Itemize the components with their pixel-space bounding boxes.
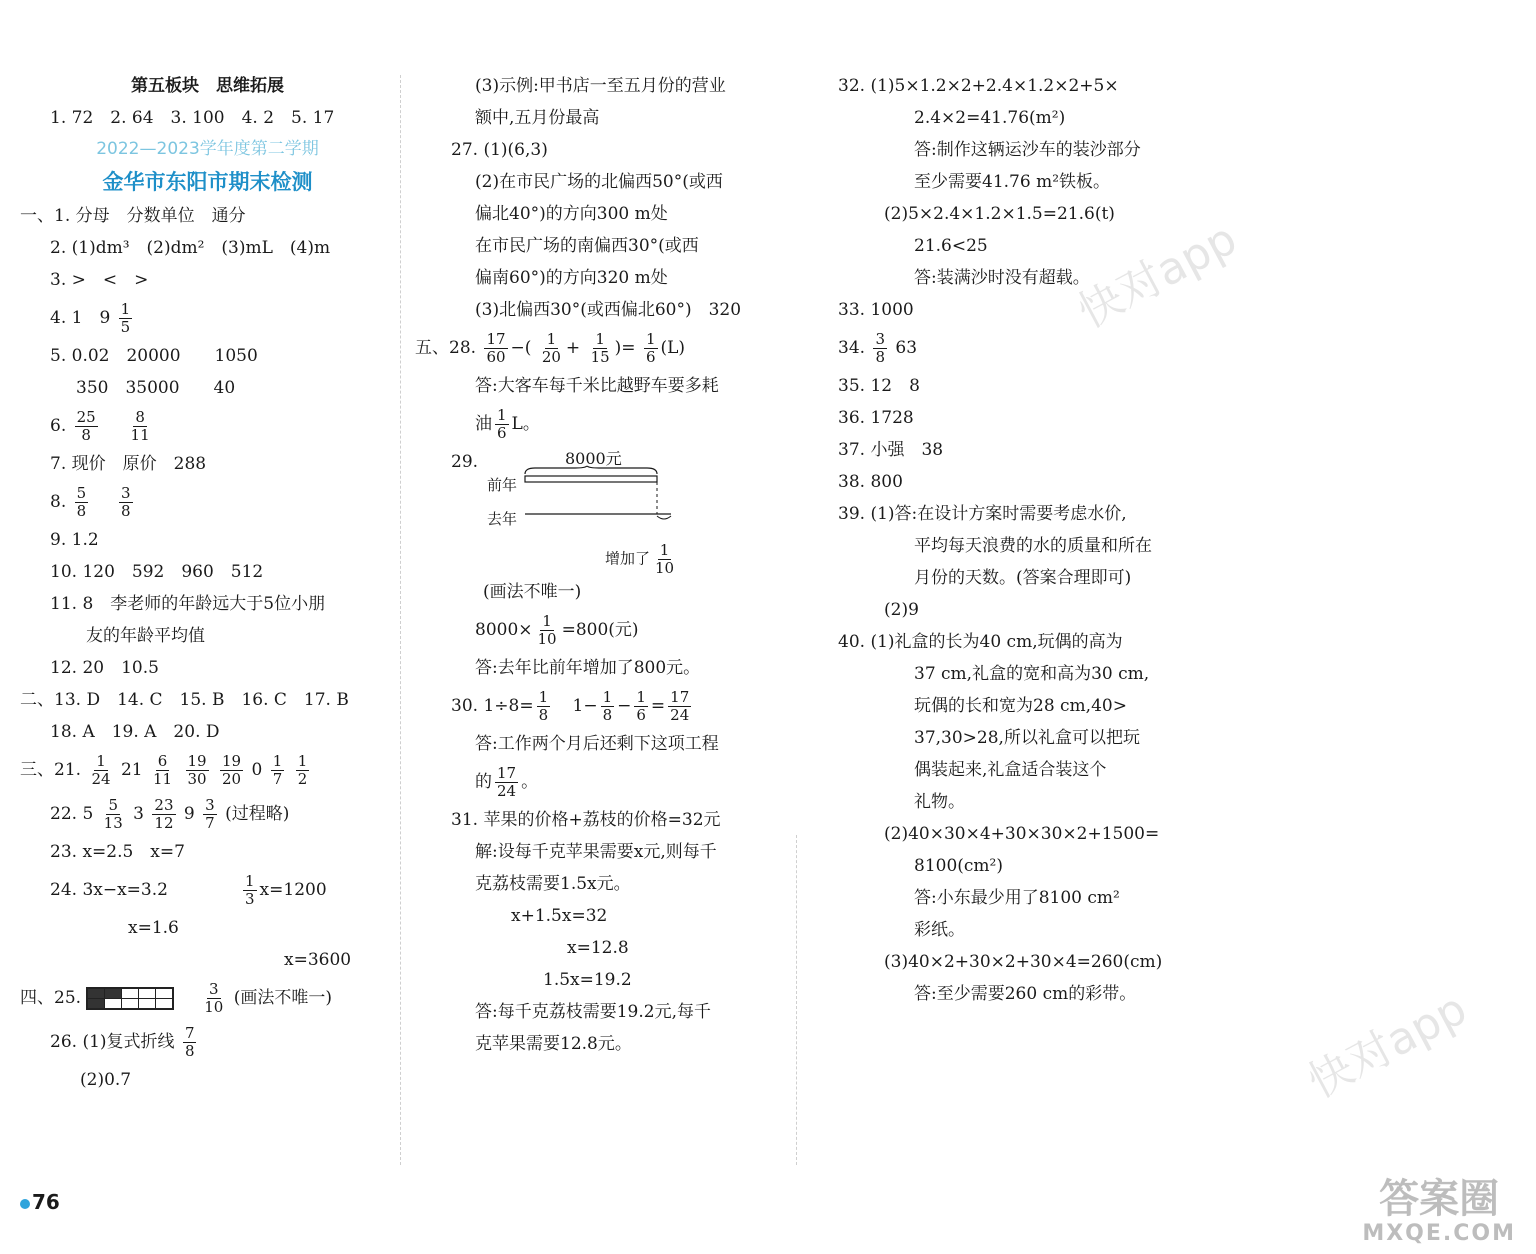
answer-line: 36. 1728 xyxy=(838,408,914,428)
page-dot-icon xyxy=(20,1199,30,1209)
answer-line: 礼物。 xyxy=(914,792,965,812)
answer-line: 23. x=2.5 x=7 xyxy=(50,842,185,862)
answer-line: 39. (1)答:在设计方案时需要考虑水价, xyxy=(838,504,1127,524)
answer-line: 的 $\frac{17}{24}$ 。 xyxy=(475,764,539,800)
answer-line: 350 35000 40 xyxy=(76,378,236,398)
answer-line: x+1.5x=32 xyxy=(511,906,608,926)
answers-column-3 xyxy=(838,70,1183,1010)
answer-line: 11. 8 李老师的年龄远大于5位小朋 xyxy=(50,594,326,614)
answer-line: 37 cm,礼盒的宽和高为30 cm, xyxy=(914,664,1150,684)
answer-line: 3. > < > xyxy=(50,270,149,290)
fraction-grid xyxy=(86,987,174,1010)
fraction: $\frac{1}{8}$ xyxy=(602,688,613,724)
fraction: $\frac{1}{2}$ xyxy=(297,752,308,788)
answer-line: 偏北40°)的方向300 m处 xyxy=(475,204,668,224)
answer-line: 35. 12 8 xyxy=(838,376,920,396)
answer-line: (2)在市民广场的北偏西50°(或西 xyxy=(475,172,723,192)
answer-line: 一、1. 分母 分数单位 通分 xyxy=(20,206,246,226)
answer-line: 2.4×2=41.76(m²) xyxy=(914,108,1066,128)
answer-line: 26. (1)复式折线 $\frac{7}{8}$ xyxy=(50,1024,195,1060)
fraction: $\frac{3}{7}$ xyxy=(205,796,215,832)
fraction: $\frac{3}{10}$ xyxy=(204,980,224,1016)
fraction: $\frac{7}{8}$ xyxy=(184,1024,195,1060)
fraction: $\frac{1}{10}$ xyxy=(537,612,557,648)
answer-line: 21.6<25 xyxy=(914,236,988,256)
answer-line: 30. 1÷8= $\frac{1}{8}$ 1− $\frac{1}{8}$ − $\frac{1}{6}$ = $\frac{17}{24}$ xyxy=(451,688,690,724)
answer-line: (3)北偏西30°(或西偏北60°) 320 xyxy=(475,300,742,320)
answer-line: (2)9 xyxy=(884,600,919,620)
answer-line: 解:设每千克苹果需要x元,则每千 xyxy=(475,842,717,862)
fraction: $\frac{23}{12}$ xyxy=(154,796,174,832)
answer-line: 额中,五月份最高 xyxy=(475,108,600,128)
logo-url: MXQE.COM xyxy=(1362,1221,1516,1246)
page-number: 76 xyxy=(20,1190,60,1214)
answer-line: 18. A 19. A 20. D xyxy=(50,722,220,742)
answer-line: 8100(cm²) xyxy=(914,856,1003,876)
fraction: $\frac{17}{24}$ xyxy=(670,688,690,724)
answer-line: 40. (1)礼盒的长为40 cm,玩偶的高为 xyxy=(838,632,1123,652)
column-divider xyxy=(400,75,401,1165)
fraction: $\frac{1}{7}$ xyxy=(272,752,283,788)
exam-title: 金华市东阳市期末检测 xyxy=(102,170,313,194)
answer-line: 月份的天数。(答案合理即可) xyxy=(914,568,1132,588)
diagram-label: 8000元 xyxy=(565,449,622,468)
answer-line: 32. (1)5×1.2×2+2.4×1.2×2+5× xyxy=(838,76,1119,96)
answer-line: 油 $\frac{1}{6}$ L。 xyxy=(475,406,540,442)
exam-year: 2022—2023学年度第二学期 xyxy=(96,139,319,159)
answer-line: (画法不唯一) xyxy=(483,582,582,602)
fraction: $\frac{1}{6}$ xyxy=(645,330,656,366)
answer-line: 8000× $\frac{1}{10}$ =800(元) xyxy=(475,612,639,648)
answer-line: 34. $\frac{3}{8}$ 63 xyxy=(838,330,918,366)
watermark: 快对app xyxy=(1300,983,1475,1109)
answer-line: 22. 5 $\frac{5}{13}$ 3 $\frac{23}{12}$ 9 $\frac{3}{7}$ (过程略) xyxy=(50,796,290,832)
answer-line: 五、28. $\frac{17}{60}$ −( $\frac{1}{20}$ + $\frac{1}{15}$ )= $\frac{1}{6}$ (L) xyxy=(415,330,686,366)
answer-line: (3)40×2+30×2+30×4=260(cm) xyxy=(884,952,1163,972)
section-title: 第五板块 思维拓展 xyxy=(131,76,284,96)
diagram-label: 前年 xyxy=(487,476,518,494)
fraction: $\frac{1}{6}$ xyxy=(636,688,646,724)
answer-line: 在市民广场的南偏西30°(或西 xyxy=(475,236,699,256)
column-divider xyxy=(796,835,797,1165)
fraction: $\frac{1}{3}$ xyxy=(245,872,255,908)
fraction: $\frac{6}{11}$ xyxy=(153,752,173,788)
answer-line: 2. (1)dm³ (2)dm² (3)mL (4)m xyxy=(50,238,331,258)
answer-line: 1. 72 2. 64 3. 100 4. 2 5. 17 xyxy=(50,108,335,128)
answer-line: 答:大客车每千米比越野车要多耗 xyxy=(475,376,719,396)
answer-line: 7. 现价 原价 288 xyxy=(50,454,207,474)
answer-line: 答:至少需要260 cm的彩带。 xyxy=(914,984,1137,1004)
answer-line: 友的年龄平均值 xyxy=(86,626,205,646)
fraction: $\frac{19}{30}$ xyxy=(187,752,207,788)
answer-line: 33. 1000 xyxy=(838,300,914,320)
answer-line: 玩偶的长和宽为28 cm,40> xyxy=(914,696,1127,716)
answer-line: 二、13. D 14. C 15. B 16. C 17. B xyxy=(20,690,349,710)
fraction: $\frac{17}{24}$ xyxy=(497,764,517,800)
fraction: $\frac{1}{24}$ xyxy=(91,752,111,788)
fraction: $\frac{3}{8}$ xyxy=(875,330,885,366)
answer-line: 24. 3x−x=3.2 $\frac{1}{3}$ x=1200 xyxy=(50,872,327,908)
answer-line: 偶装起来,礼盒适合装这个 xyxy=(914,760,1107,780)
fraction: $\frac{1}{5}$ xyxy=(120,300,131,336)
answer-line: 8. $\frac{5}{8}$ $\frac{3}{8}$ xyxy=(50,484,131,520)
answers-column-1 xyxy=(20,70,395,1096)
answer-line: (2)40×30×4+30×30×2+1500= xyxy=(884,824,1160,844)
answer-line: (2)0.7 xyxy=(80,1070,132,1090)
answer-line: 偏南60°)的方向320 m处 xyxy=(475,268,668,288)
fraction: $\frac{1}{15}$ xyxy=(590,330,610,366)
answer-line: 10. 120 592 960 512 xyxy=(50,562,264,582)
fraction: $\frac{17}{60}$ xyxy=(486,330,506,366)
answers-column-2 xyxy=(415,70,790,1060)
answer-line: 答:去年比前年增加了800元。 xyxy=(475,658,701,678)
answer-line: 平均每天浪费的水的质量和所在 xyxy=(914,536,1152,556)
answer-line: 答:装满沙时没有超载。 xyxy=(914,268,1090,288)
answer-line: 至少需要41.76 m²铁板。 xyxy=(914,172,1111,192)
fraction: $\frac{1}{6}$ xyxy=(497,406,507,442)
fraction: $\frac{19}{20}$ xyxy=(222,752,242,788)
answer-line: 12. 20 10.5 xyxy=(50,658,159,678)
answer-line: x=12.8 xyxy=(567,938,629,958)
fraction: $\frac{1}{20}$ xyxy=(541,330,561,366)
fraction: $\frac{5}{13}$ xyxy=(103,796,123,832)
fraction: $\frac{25}{8}$ xyxy=(76,408,96,444)
answer-line: 彩纸。 xyxy=(914,920,965,940)
answer-line: 克荔枝需要1.5x元。 xyxy=(475,874,631,894)
answer-line: 四、25. $\frac{3}{10}$ (画法不唯一) xyxy=(20,980,333,1016)
question-number: 29. xyxy=(451,452,479,472)
answer-line: (2)5×2.4×1.2×1.5=21.6(t) xyxy=(884,204,1115,224)
fraction: $\frac{5}{8}$ xyxy=(76,484,87,520)
diagram-label: 增加了 $\frac{1}{10}$ xyxy=(605,541,675,577)
answer-line: 4. 1 9 $\frac{1}{5}$ xyxy=(50,300,131,336)
fraction: $\frac{8}{11}$ xyxy=(130,408,150,444)
answer-line: 27. (1)(6,3) xyxy=(451,140,548,160)
answer-line: 克苹果需要12.8元。 xyxy=(475,1034,632,1054)
fraction: $\frac{1}{10}$ xyxy=(655,541,675,577)
answer-line: 5. 0.02 20000 1050 xyxy=(50,346,258,366)
site-logo xyxy=(1362,1177,1516,1246)
fraction: $\frac{1}{8}$ xyxy=(538,688,549,724)
line-segment-diagram xyxy=(415,446,790,576)
answer-line: 答:制作这辆运沙车的装沙部分 xyxy=(914,140,1141,160)
answer-line: 答:工作两个月后还剩下这项工程 xyxy=(475,734,719,754)
answer-line: 9. 1.2 xyxy=(50,530,99,550)
diagram-label: 去年 xyxy=(487,510,518,528)
answer-line: 6. $\frac{25}{8}$ $\frac{8}{11}$ xyxy=(50,408,150,444)
answer-line: x=1.6 xyxy=(128,918,179,938)
answer-line: (3)示例:甲书店一至五月份的营业 xyxy=(475,76,726,96)
answer-line: 37. 小强 38 xyxy=(838,440,944,460)
watermark: 快对app xyxy=(1070,213,1245,339)
logo-text: 答案圈 xyxy=(1379,1176,1500,1222)
fraction: $\frac{3}{8}$ xyxy=(121,484,131,520)
answer-line: 37,30>28,所以礼盒可以把玩 xyxy=(914,728,1140,748)
answer-line: 答:每千克荔枝需要19.2元,每千 xyxy=(475,1002,711,1022)
answer-line: x=3600 xyxy=(284,950,352,970)
answer-line: 三、21. $\frac{1}{24}$ 21 $\frac{6}{11}$ $\frac{19}{30}$ $\frac{19}{20}$ 0 $\frac{1}{7}$ $\frac{1}{2}$ xyxy=(20,752,308,788)
answer-line: 答:小东最少用了8100 cm² xyxy=(914,888,1120,908)
answer-line: 1.5x=19.2 xyxy=(543,970,632,990)
answer-line: 31. 苹果的价格+荔枝的价格=32元 xyxy=(451,810,721,830)
answer-line: 38. 800 xyxy=(838,472,903,492)
